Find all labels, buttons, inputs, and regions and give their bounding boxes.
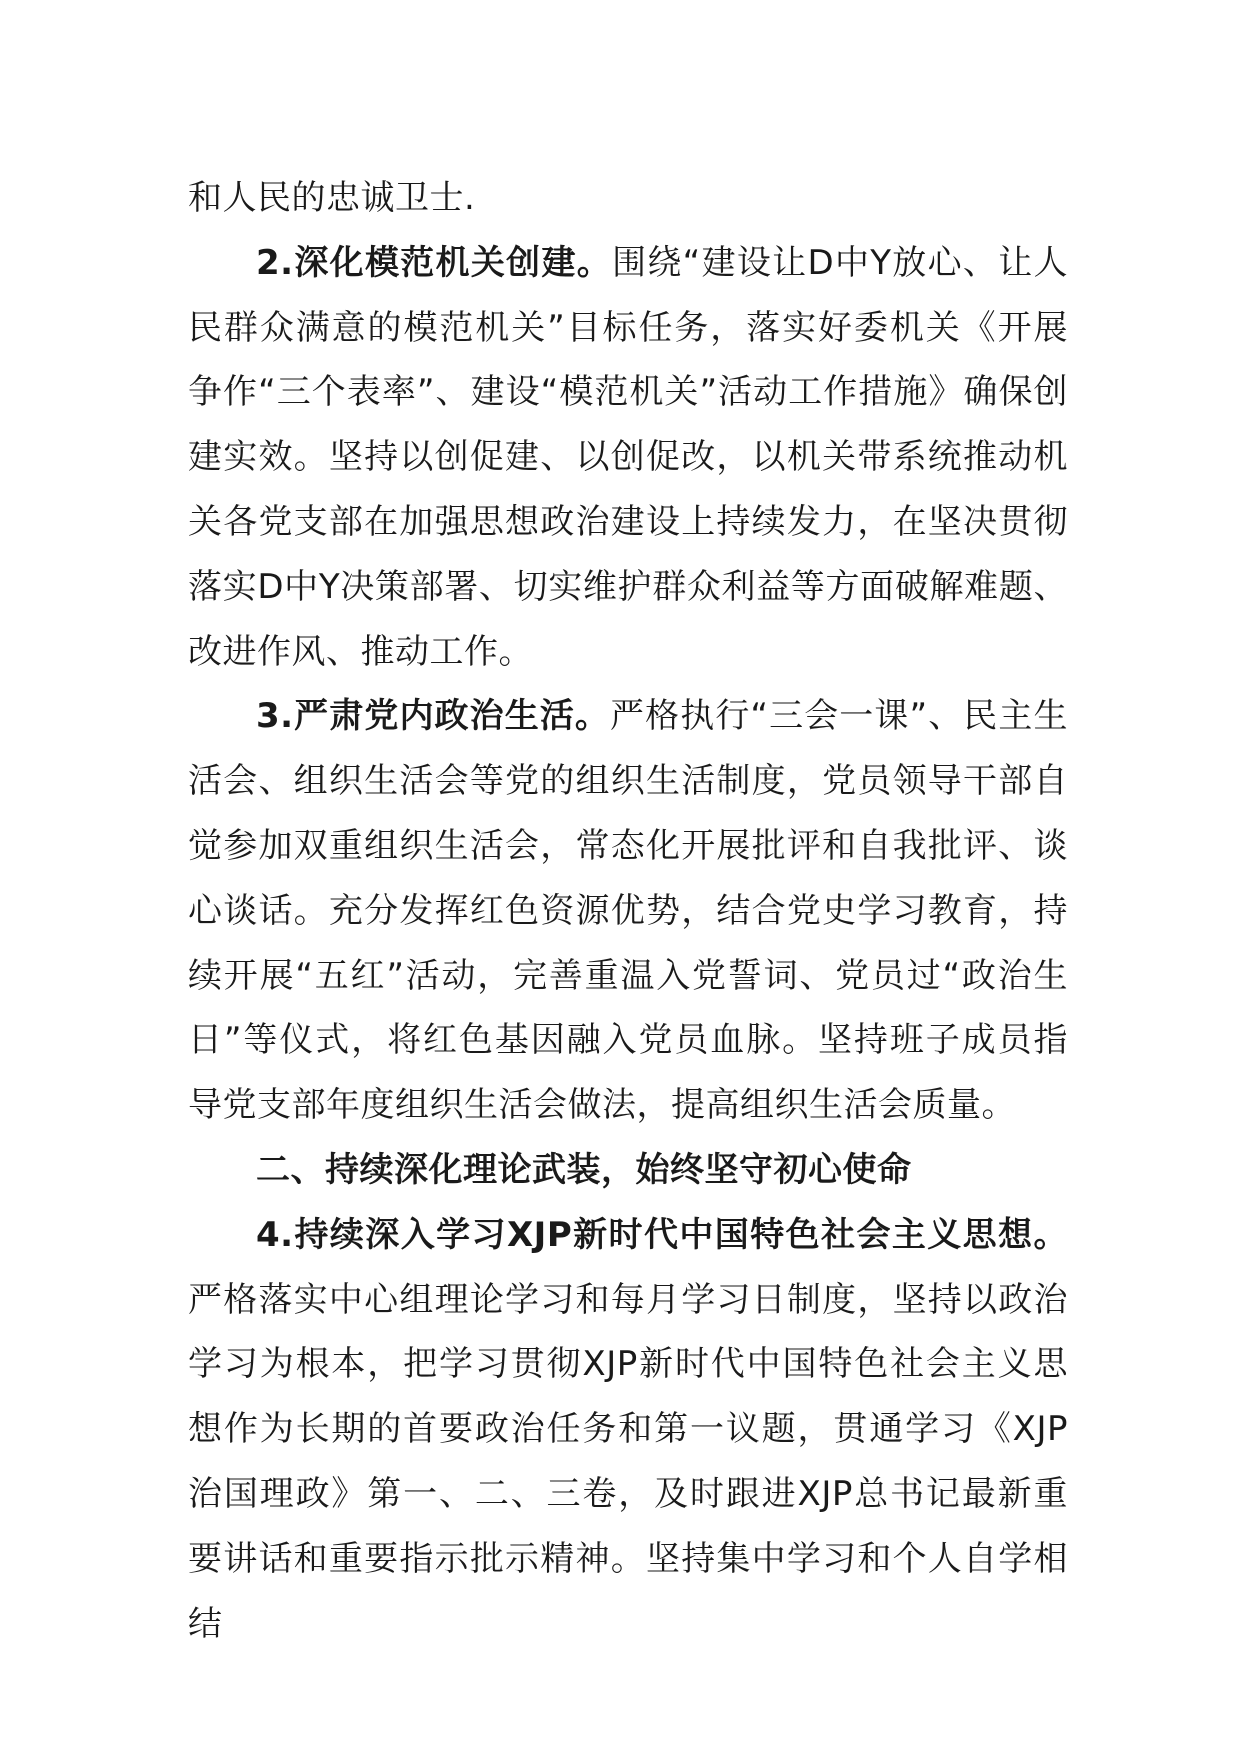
item-4-body: 严格落实中心组理论学习和每月学习日制度，坚持以政治学习为根本，把学习贯彻XJP新时代中国特色社会主义思想作为长期的首要政治任务和第一议题，贯通学习《XJP治国理政》第一、二、三卷，及时跟进XJP总书记最新重要讲话和重要指示批示精神。坚持集中学习和个人自学相结	[188, 1279, 1068, 1644]
item-4-heading: 4.持续深入学习XJP新时代中国特色社会主义思想。	[256, 1214, 1068, 1255]
item-2-heading: 2.深化模范机关创建。	[256, 242, 613, 283]
item-3-heading: 3.严肃党内政治生活。	[256, 696, 611, 737]
item-2-body: 围绕“建设让D中Y放心、让人民群众满意的模范机关”目标任务，落实好委机关《开展争作“三个表率”、建设“模范机关”活动工作措施》确保创建实效。坚持以创促建、以创促改，以机关带系统推动机关各党支部在加强思想政治建设上持续发力，在坚决贯彻落实D中Y决策部署、切实维护群众利益等方面破解难题、改进作风、推动工作。	[188, 242, 1068, 672]
item-3-paragraph	[188, 684, 1068, 1138]
item-2-paragraph	[188, 231, 1068, 685]
section-2-heading: 二、持续深化理论武装，始终坚守初心使命	[256, 1149, 912, 1190]
item-4-paragraph	[188, 1203, 1068, 1657]
item-3-body: 严格执行“三会一课”、民主生活会、组织生活会等党的组织生活制度，党员领导干部自觉参加双重组织生活会，常态化开展批评和自我批评、谈心谈话。充分发挥红色资源优势，结合党史学习教育，持续开展“五红”活动，完善重温入党誓词、党员过“政治生日”等仪式，将红色基因融入党员血脉。坚持班子成员指导党支部年度组织生活会做法，提高组织生活会质量。	[188, 696, 1068, 1126]
document-body	[188, 166, 1068, 1656]
lead-line: 和人民的忠诚卫士.	[188, 178, 476, 218]
